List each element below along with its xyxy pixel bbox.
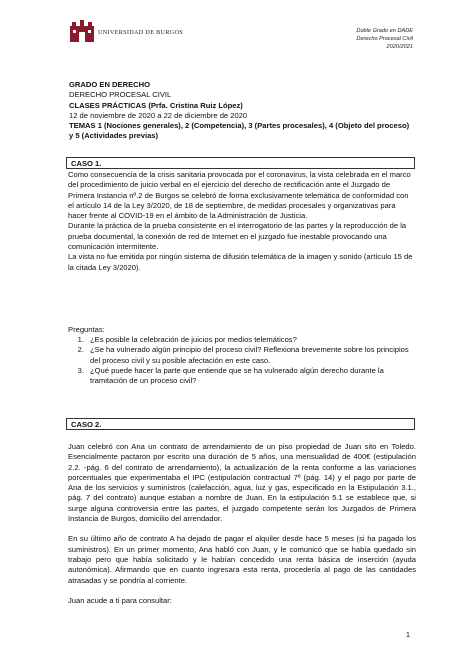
list-item: [68, 335, 416, 345]
subject-title: DERECHO PROCESAL CIVIL: [69, 90, 172, 100]
classes-title: CLASES PRÁCTICAS (Prfa. Cristina Ruiz López): [69, 100, 243, 110]
case-2-paragraph-2: En su último año de contrato A ha dejado de pagar el alquiler desde hace 5 meses (si ha pagado los suministros). En un primer momento, Ana habló con Juan, y le comunicó que se había quedado sin trabajo pero que había solicitado y le habían concedido una renta básica de inserción (ayuda autonómica). Afirmando que en cuanto ingresara esta renta, procedería al pago de las cantidades atrasadas y se pondría al corriente.: [68, 534, 416, 585]
list-item: [68, 345, 416, 366]
question-number: 3.: [77, 365, 84, 375]
document-title-block: [69, 80, 414, 142]
university-logo: [70, 20, 183, 42]
case-1-body: [68, 170, 416, 273]
course-header-degree: Doble Grado en DADE: [356, 28, 413, 34]
questions-list: [68, 335, 416, 386]
case-2-paragraph-3: Juan acude a ti para consultar:: [68, 595, 172, 605]
date-range: 12 de noviembre de 2020 a 22 de diciembre de 2020: [69, 110, 248, 120]
case-1-paragraph-1: Como consecuencia de la crisis sanitaria provocada por el coronavirus, la vista celebrada en el marco del procedimiento de juicio verbal en el ejercicio del derecho de rectificación ante el Juzgado de Primera Instancia nº.2 de Burgos se celebró de forma exclusivamente telemática de conformidad con el artículo 14 de la Ley 3/2020, de 18 de septiembre, de medidas procesales y organizativas para hacer frente al COVID-19 en el ámbito de la Administración de Justicia.: [68, 170, 411, 221]
castle-crest-icon: [70, 20, 94, 42]
course-header: [356, 27, 413, 51]
case-2-heading: CASO 2.: [66, 418, 415, 430]
case-1-paragraph-2: Durante la práctica de la prueba consistente en el interrogatorio de las partes y la reproducción de la prueba documental, la conexión de red de Internet en el juzgado fue inestable provocando una comunicación intermitente.: [68, 221, 407, 252]
university-name: UNIVERSIDAD DE BURGOS: [98, 29, 184, 36]
page-number: 1: [405, 630, 410, 639]
degree-title: GRADO EN DERECHO: [69, 80, 151, 89]
topics-title: TEMAS 1 (Nociones generales), 2 (Competencia), 3 (Partes procesales), 4 (Objeto del proceso) y 5 (Actividades previas): [69, 121, 410, 141]
question-text: ¿Qué puede hacer la parte que entiende que se ha vulnerado algún derecho durante la tramitación de un proceso civil?: [90, 365, 384, 386]
case-1-heading: CASO 1.: [66, 157, 415, 169]
question-text: ¿Es posible la celebración de juicios por medios telemáticos?: [90, 335, 297, 344]
question-number: 2.: [77, 345, 84, 355]
question-text: ¿Se ha vulnerado algún principio del proceso civil? Reflexiona brevemente sobre los principios del proceso civil y su posible afectación en este caso.: [90, 345, 409, 365]
course-header-subject: Derecho Procesal Civil: [356, 36, 413, 42]
case-1-paragraph-3: La vista no fue emitida por ningún sistema de difusión telemática de la imagen y sonido (artículo 15 de la citada Ley 3/2020).: [68, 252, 413, 272]
case-2-body: [68, 442, 416, 606]
questions-label: Preguntas:: [68, 325, 105, 334]
list-item: [68, 366, 416, 387]
case-2-paragraph-1: Juan celebró con Ana un contrato de arrendamiento de un piso propiedad de Juan sito en Toledo. Esencialmente pactaron por escrito una duración de 5 años, una mensualidad de 400€ (estipulación 2.2. -pág. 6 del contrato de arrendamiento), la actualización de la renta conforme a las variaciones porcentuales que experimentaba el IPC (estipulación contractual 7º (pág. 14) y el pago por parte de Ana de los servicios y suministros (calefacción, agua, luz y gas, especificado en la Estipulación 3.1., pág. 7 del contrato) aunque estaban a nombre de Juan. En la estipulación 5.1 se establece que, si surge alguna controversia entre las partes, el juzgado competente serán los Juzgados de Primera Instancia de Burgos, domicilio del arrendador.: [68, 442, 416, 524]
course-header-year: 2020/2021: [386, 44, 413, 50]
question-number: 1.: [77, 335, 84, 344]
